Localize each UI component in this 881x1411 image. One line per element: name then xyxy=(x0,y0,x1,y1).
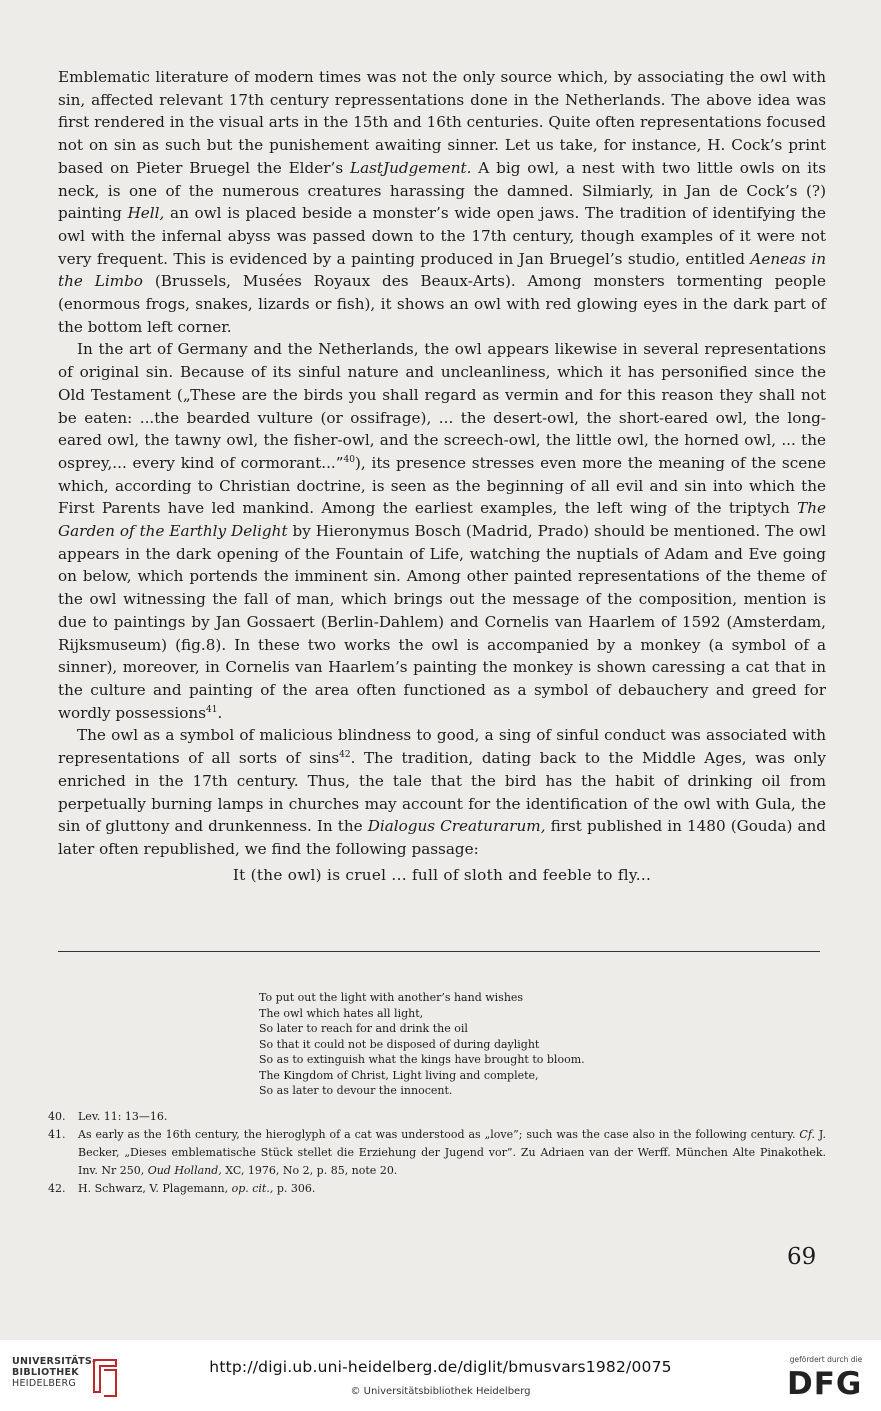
verse-line: The owl which hates all light, xyxy=(259,1006,424,1020)
verse-line: So later to reach for and drink the oil xyxy=(259,1022,468,1035)
viewer-footer xyxy=(0,1340,881,1411)
page-number: 69 xyxy=(787,1244,817,1270)
verse-line: So that it could not be disposed of during daylight xyxy=(259,1037,540,1051)
page-url-link[interactable]: http://digi.ub.uni-heidelberg.de/diglit/bmusvars1982/0075 xyxy=(209,1358,672,1376)
footnote-41: 41. As early as the 16th century, the hieroglyph of a cat was understood as „love”; such was the case also in the following century. Cf. J. Becker, „Dieses emblematische Stück stellet die Erziehung der Jugend vor”. Zu Adriaen van der Werff. München Alte Pinakothek. Inv. Nr 250, Oud Holland, XC, 1976, No 2, p. 85, note 20. xyxy=(48,1128,826,1177)
verse-line: So as later to devour the innocent. xyxy=(259,1084,453,1097)
paragraph-2: In the art of Germany and the Netherlands, the owl appears likewise in several representations of original sin. Because of its sinful nature and uncleanliness, which it has personified since the Old Testament („These are the birds you shall regard as vermin and for this reason they shall not be eaten: ...the bearded vulture (or ossifrage), ... the desert-owl, the short-eared owl, the long-eared owl, the tawny owl, the fisher-owl, and the screech-owl, the little owl, the horned owl, ... the osprey,... every kind of cormorant...”$^{40}$), its presence stresses even more the meaning of the scene which, according to Christian doctrine, is seen as the beginning of all evil and sin into which the First Parents have led mankind. Among the earliest examples, the left wing of the triptych The Garden of the Earthly Delight by Hieronymus Bosch (Madrid, Prado) should be mentioned. The owl appears in the dark opening of the Fountain of Life, watching the nuptials of Adam and Eve going on below, which portends the imminent sin. Among other painted representations of the theme of the owl witnessing the fall of man, which brings out the message of the composition, mention is due to paintings by Jan Gossaert (Berlin-Dahlem) and Cornelis van Haarlem of 1592 (Amsterdam, Rijksmuseum) (fig.8). In these two works the owl is accompanied by a monkey (a symbol of a sinner), moreover, in Cornelis van Haarlem’s painting the monkey is shown caressing a cat that in the culture and painting of the area often functioned as a symbol of debauchery and greed for wordly possessions$^{41}$. xyxy=(58,340,826,722)
funded-by-label: gefördert durch die xyxy=(789,1355,863,1364)
paragraph-3: The owl as a symbol of malicious blindness to good, a sing of sinful conduct was associated with representations of all sorts of sins$^{42}$. The tradition, dating back to the Middle Ages, was only enriched in the 17th century. Thus, the tale that the bird has the habit of drinking oil from perpetually burning lamps in churches may account for the identification of the owl with Gula, the sin of gluttony and drunkenness. In the Dialogus Creaturarum, first published in 1480 (Gouda) and later often republished, we find the following passage: xyxy=(58,726,827,858)
main-text xyxy=(58,66,826,886)
paragraph-1: Emblematic literature of modern times was not the only source which, by associating the owl with sin, affected relevant 17th century repressentations done in the Netherlands. The above idea was first rendered in the visual arts in the 15th and 16th centuries. Quite often representations focused not on sin as such but the punishement awaiting sinner. Let us take, for instance, H. Cock’s print based on Pieter Bruegel the Elder’s LastJudgement. A big owl, a nest with two little owls on its neck, is one of the numerous creatures harassing the damned. Silmiarly, in Jan de Cock’s (?) painting Hell, an owl is placed beside a monster’s wide open jaws. The tradition of identifying the owl with the infernal abyss was passed down to the 17th century, though examples of it were not very frequent. This is evidenced by a painting produced in Jan Bruegel’s studio, entitled Aeneas in the Limbo (Brussels, Musées Royaux des Beaux-Arts). Among monsters tormenting people (enormous frogs, snakes, lizards or fish), it shows an owl with red glowing eyes in the dark part of the bottom left corner. xyxy=(58,68,826,336)
verse-block xyxy=(259,990,585,1099)
copyright-text: © Universitätsbibliothek Heidelberg xyxy=(350,1386,531,1397)
verse-line: So as to extinguish what the kings have brought to bloom. xyxy=(259,1053,585,1066)
quoted-passage: It (the owl) is cruel ... full of sloth and feeble to fly... xyxy=(232,865,652,884)
footnote-divider xyxy=(58,951,820,952)
footnote-40: 40. Lev. 11: 13—16. xyxy=(48,1110,168,1123)
footnotes xyxy=(48,1108,826,1198)
verse-line: To put out the light with another’s hand wishes xyxy=(259,991,524,1004)
library-name: UNIVERSITÄTS- BIBLIOTHEK HEIDELBERG xyxy=(12,1356,97,1389)
dfg-logo: DFG xyxy=(787,1366,863,1402)
verse-line: The Kingdom of Christ, Light living and complete, xyxy=(259,1068,539,1082)
footnote-42: 42. H. Schwarz, V. Plagemann, op. cit., p. 306. xyxy=(48,1182,316,1195)
